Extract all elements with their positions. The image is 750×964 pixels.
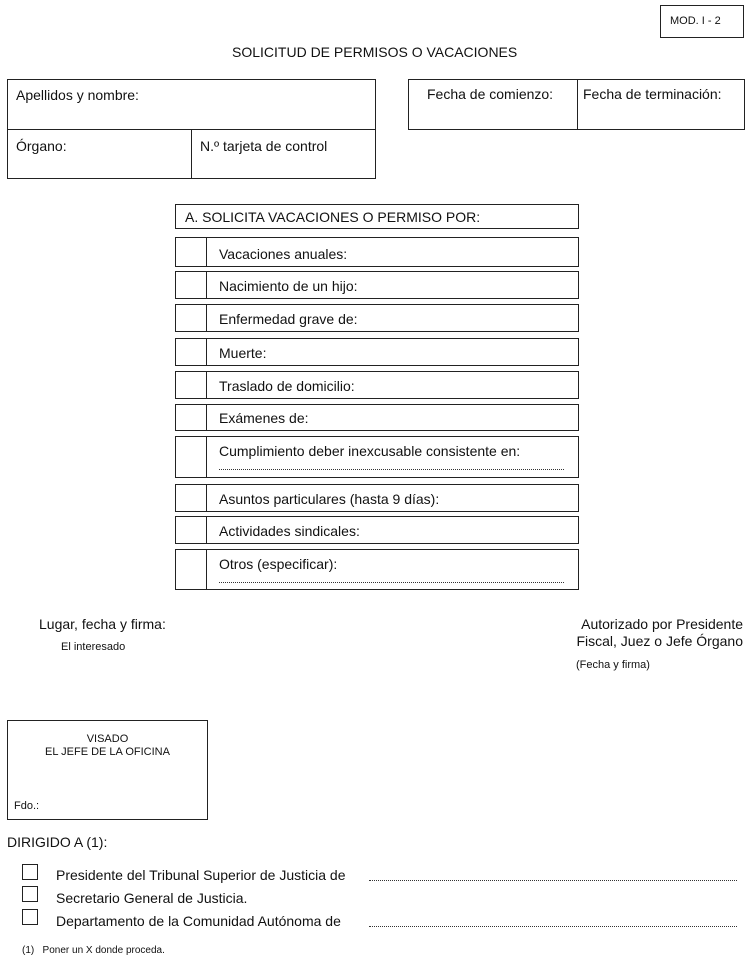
name-field-label: Apellidos y nombre: — [16, 87, 139, 103]
fdo-label: Fdo.: — [14, 800, 40, 812]
authorized-line-2: Fiscal, Juez o Jefe Órgano — [576, 633, 743, 649]
visado-box — [7, 720, 208, 820]
departamento-detail-line[interactable] — [369, 926, 737, 927]
page-title: SOLICITUD DE PERMISOS O VACACIONES — [232, 44, 518, 60]
option-checkbox[interactable] — [176, 305, 207, 331]
presidente-detail-line[interactable] — [369, 880, 737, 881]
option-departamento-label: Departamento de la Comunidad Autónoma de — [56, 913, 341, 929]
option-detail-line[interactable] — [219, 469, 564, 470]
form-code-box — [660, 5, 744, 38]
end-date-label: Fecha de terminación: — [583, 86, 722, 102]
option-row-cumplimiento — [175, 436, 579, 478]
start-date-label: Fecha de comienzo: — [427, 86, 554, 102]
interested-label: El interesado — [61, 641, 126, 653]
option-secretario-label: Secretario General de Justicia. — [56, 890, 248, 906]
option-label: Otros (especificar): — [219, 556, 338, 572]
option-checkbox[interactable] — [176, 339, 207, 365]
checkbox-presidente[interactable] — [22, 864, 38, 880]
checkbox-departamento[interactable] — [22, 909, 38, 925]
end-date-field[interactable] — [578, 80, 744, 129]
option-label: Cumplimiento deber inexcusable consistente en: — [219, 443, 521, 459]
option-label: Nacimiento de un hijo: — [219, 278, 358, 294]
option-row-asuntos — [175, 484, 579, 512]
name-field[interactable] — [8, 80, 375, 129]
option-checkbox[interactable] — [176, 405, 207, 430]
option-label: Asuntos particulares (hasta 9 días): — [219, 491, 440, 507]
visado-subtitle: EL JEFE DE LA OFICINA — [45, 746, 170, 758]
place-date-signature-label: Lugar, fecha y firma: — [39, 616, 166, 632]
option-checkbox[interactable] — [176, 437, 207, 477]
option-checkbox[interactable] — [176, 372, 207, 398]
card-field-label: N.º tarjeta de control — [200, 138, 328, 154]
option-row-muerte — [175, 338, 579, 366]
date-signature-note: (Fecha y firma) — [576, 659, 650, 671]
footnote: (1) Poner un X donde proceda. — [22, 945, 165, 956]
option-label: Actividades sindicales: — [219, 523, 360, 539]
option-label: Muerte: — [219, 345, 267, 361]
visado-title: VISADO — [86, 733, 129, 745]
organ-field[interactable] — [8, 130, 191, 178]
option-row-enfermedad — [175, 304, 579, 332]
option-label: Enfermedad grave de: — [219, 311, 358, 327]
option-row-nacimiento — [175, 271, 579, 299]
organ-field-label: Órgano: — [16, 138, 67, 154]
option-row-vacaciones — [175, 237, 579, 267]
option-label: Exámenes de: — [219, 410, 309, 426]
option-checkbox[interactable] — [176, 485, 207, 511]
dirigido-label: DIRIGIDO A (1): — [7, 834, 108, 850]
authorized-line-1: Autorizado por Presidente — [581, 616, 743, 632]
option-row-otros — [175, 549, 579, 590]
option-label: Vacaciones anuales: — [219, 246, 348, 262]
card-field[interactable] — [192, 130, 375, 178]
section-a-header — [175, 204, 579, 229]
option-checkbox[interactable] — [176, 517, 207, 543]
checkbox-secretario[interactable] — [22, 886, 38, 902]
form-code: MOD. I - 2 — [670, 15, 721, 27]
option-detail-line[interactable] — [219, 582, 564, 583]
start-date-field[interactable] — [409, 80, 577, 129]
option-row-actividades — [175, 516, 579, 544]
option-presidente-label: Presidente del Tribunal Superior de Justicia de — [56, 867, 346, 883]
option-checkbox[interactable] — [176, 238, 207, 266]
dates-box — [408, 79, 745, 130]
authorization-block — [576, 616, 743, 650]
option-checkbox[interactable] — [176, 550, 207, 589]
section-a-title: A. SOLICITA VACACIONES O PERMISO POR: — [185, 209, 481, 225]
option-label: Traslado de domicilio: — [219, 378, 355, 394]
personal-data-box — [7, 79, 376, 179]
option-checkbox[interactable] — [176, 272, 207, 298]
option-row-examenes — [175, 404, 579, 431]
option-row-traslado — [175, 371, 579, 399]
